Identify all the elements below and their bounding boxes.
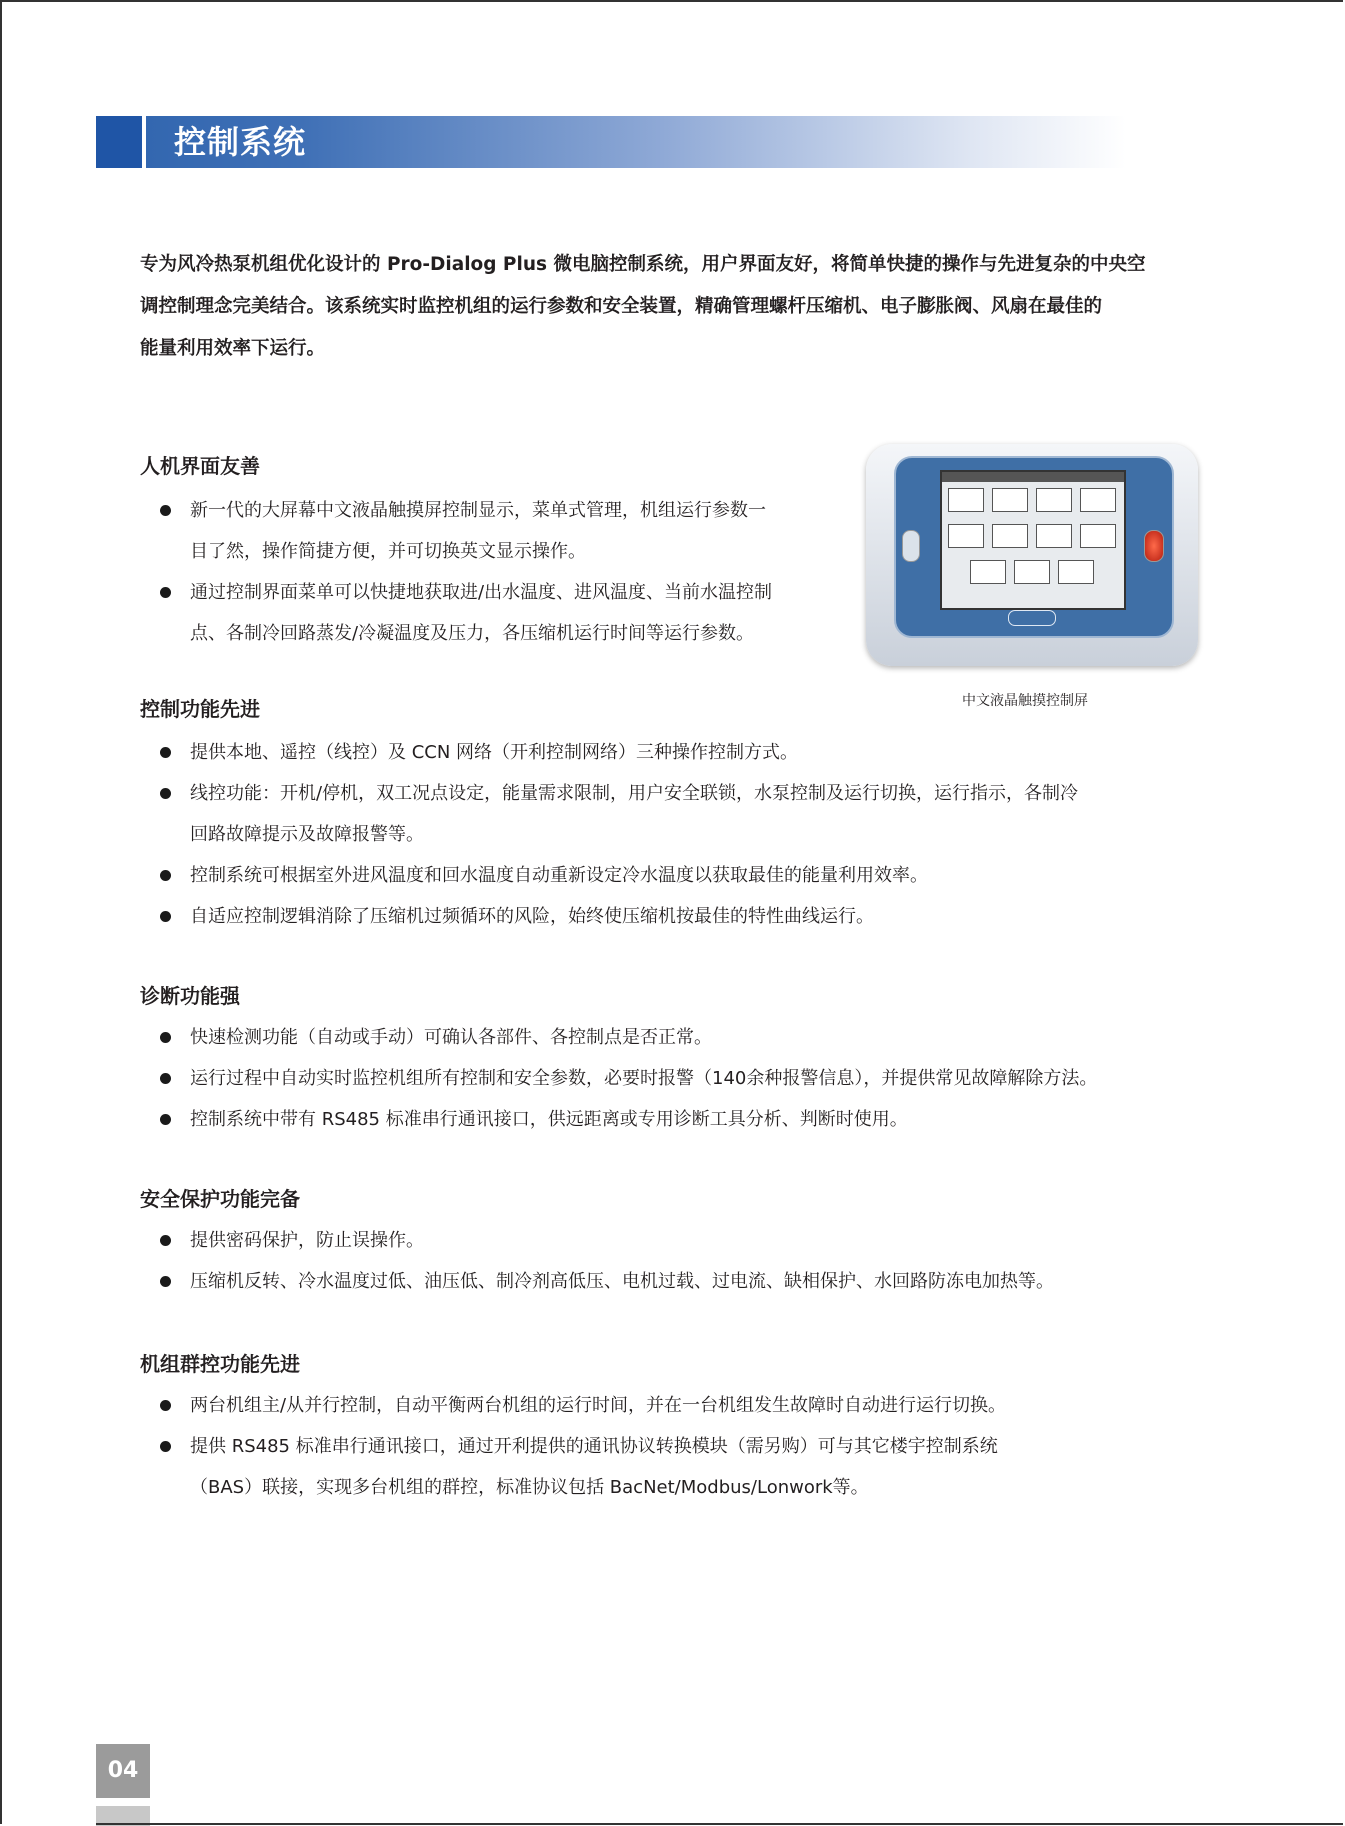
bullet-dot-icon xyxy=(160,870,171,881)
section-heading-control: 控制功能先进 xyxy=(140,697,260,721)
list-item: 提供 RS485 标准串行通讯接口，通过开利提供的通讯协议转换模块（需另购）可与其它楼宇控制系统 xyxy=(140,1426,1230,1467)
list-item: 回路故障提示及故障报警等。 xyxy=(190,824,424,845)
controller-screen xyxy=(940,470,1126,610)
screen-icon xyxy=(948,488,984,512)
list-item: 提供密码保护，防止误操作。 xyxy=(140,1220,1230,1261)
intro-paragraph xyxy=(140,244,1210,370)
bullet-dot-icon xyxy=(160,788,171,799)
screen-icon xyxy=(970,560,1006,584)
page-number-box xyxy=(96,1744,150,1798)
bullet-dot-icon xyxy=(160,587,171,598)
section-title-bar xyxy=(96,116,1126,168)
intro-line: 能量利用效率下运行。 xyxy=(140,338,326,359)
bullet-dot-icon xyxy=(160,1276,171,1287)
bullet-dot-icon xyxy=(160,1441,171,1452)
list-item: 新一代的大屏幕中文液晶触摸屏控制显示，菜单式管理，机组运行参数一 xyxy=(140,490,860,531)
screen-icon xyxy=(1036,524,1072,548)
bullet-dot-icon xyxy=(160,911,171,922)
bullet-dot-icon xyxy=(160,1400,171,1411)
figure-caption: 中文液晶触摸控制屏 xyxy=(962,693,1088,709)
list-item: 快速检测功能（自动或手动）可确认各部件、各控制点是否正常。 xyxy=(140,1017,1230,1058)
carrier-logo-icon xyxy=(1008,610,1056,626)
screen-header-bar xyxy=(942,472,1124,482)
intro-line: 专为风冷热泵机组优化设计的 Pro-Dialog Plus 微电脑控制系统，用户界面友好，将简单快捷的操作与先进复杂的中央空 xyxy=(140,254,1146,275)
screen-icon xyxy=(1080,488,1116,512)
list-item: 线控功能：开机/停机，双工况点设定，能量需求限制，用户安全联锁，水泵控制及运行切换，运行指示，各制冷 xyxy=(140,773,1220,814)
bullet-dot-icon xyxy=(160,747,171,758)
footer-rule xyxy=(96,1823,1343,1825)
section-heading-group-control: 机组群控功能先进 xyxy=(140,1352,300,1376)
bullet-dot-icon xyxy=(160,1073,171,1084)
page-number: 04 xyxy=(107,1758,139,1783)
title-accent-block xyxy=(96,116,142,168)
section-heading-hmi: 人机界面友善 xyxy=(140,454,260,478)
controller-left-button xyxy=(902,530,920,562)
screen-icon xyxy=(948,524,984,548)
screen-icon xyxy=(1014,560,1050,584)
list-item: 目了然，操作简捷方便，并可切换英文显示操作。 xyxy=(190,541,586,562)
intro-line: 调控制理念完美结合。该系统实时监控机组的运行参数和安全装置，精确管理螺杆压缩机、电子膨胀阀、风扇在最佳的 xyxy=(140,296,1103,317)
screen-icon xyxy=(1080,524,1116,548)
bullet-dot-icon xyxy=(160,1032,171,1043)
bullet-dot-icon xyxy=(160,505,171,516)
bullet-dot-icon xyxy=(160,1114,171,1125)
list-item: 提供本地、遥控（线控）及 CCN 网络（开利控制网络）三种操作控制方式。 xyxy=(140,732,1220,773)
screen-icon xyxy=(992,524,1028,548)
screen-icon xyxy=(1058,560,1094,584)
bullet-list-hmi xyxy=(140,490,860,654)
list-item: 压缩机反转、冷水温度过低、油压低、制冷剂高低压、电机过载、过电流、缺相保护、水回路防冻电加热等。 xyxy=(140,1261,1230,1302)
bullet-list-control xyxy=(140,732,1220,937)
controller-right-button xyxy=(1144,530,1164,562)
list-item: 两台机组主/从并行控制，自动平衡两台机组的运行时间，并在一台机组发生故障时自动进行运行切换。 xyxy=(140,1385,1230,1426)
screen-icon xyxy=(1036,488,1072,512)
section-heading-safety: 安全保护功能完备 xyxy=(140,1187,300,1211)
list-item: 控制系统可根据室外进风温度和回水温度自动重新设定冷水温度以获取最佳的能量利用效率。 xyxy=(140,855,1220,896)
list-item: 点、各制冷回路蒸发/冷凝温度及压力，各压缩机运行时间等运行参数。 xyxy=(190,623,755,644)
bullet-list-diagnostics xyxy=(140,1017,1230,1140)
section-heading-diagnostics: 诊断功能强 xyxy=(140,984,240,1008)
bullet-list-safety xyxy=(140,1220,1230,1302)
title-separator xyxy=(142,116,146,168)
screen-icon xyxy=(992,488,1028,512)
list-item: 通过控制界面菜单可以快捷地获取进/出水温度、进风温度、当前水温控制 xyxy=(140,572,860,613)
page-title: 控制系统 xyxy=(174,123,307,161)
list-item: 自适应控制逻辑消除了压缩机过频循环的风险，始终使压缩机按最佳的特性曲线运行。 xyxy=(140,896,1220,937)
bullet-list-group-control xyxy=(140,1385,1230,1508)
list-item: 运行过程中自动实时监控机组所有控制和安全参数，必要时报警（140余种报警信息），并提供常见故障解除方法。 xyxy=(140,1058,1230,1099)
bullet-dot-icon xyxy=(160,1235,171,1246)
list-item: 控制系统中带有 RS485 标准串行通讯接口，供远距离或专用诊断工具分析、判断时使用。 xyxy=(140,1099,1230,1140)
list-item: （BAS）联接，实现多台机组的群控，标准协议包括 BacNet/Modbus/Lonwork等。 xyxy=(190,1477,869,1498)
touchscreen-controller-image xyxy=(866,438,1198,678)
